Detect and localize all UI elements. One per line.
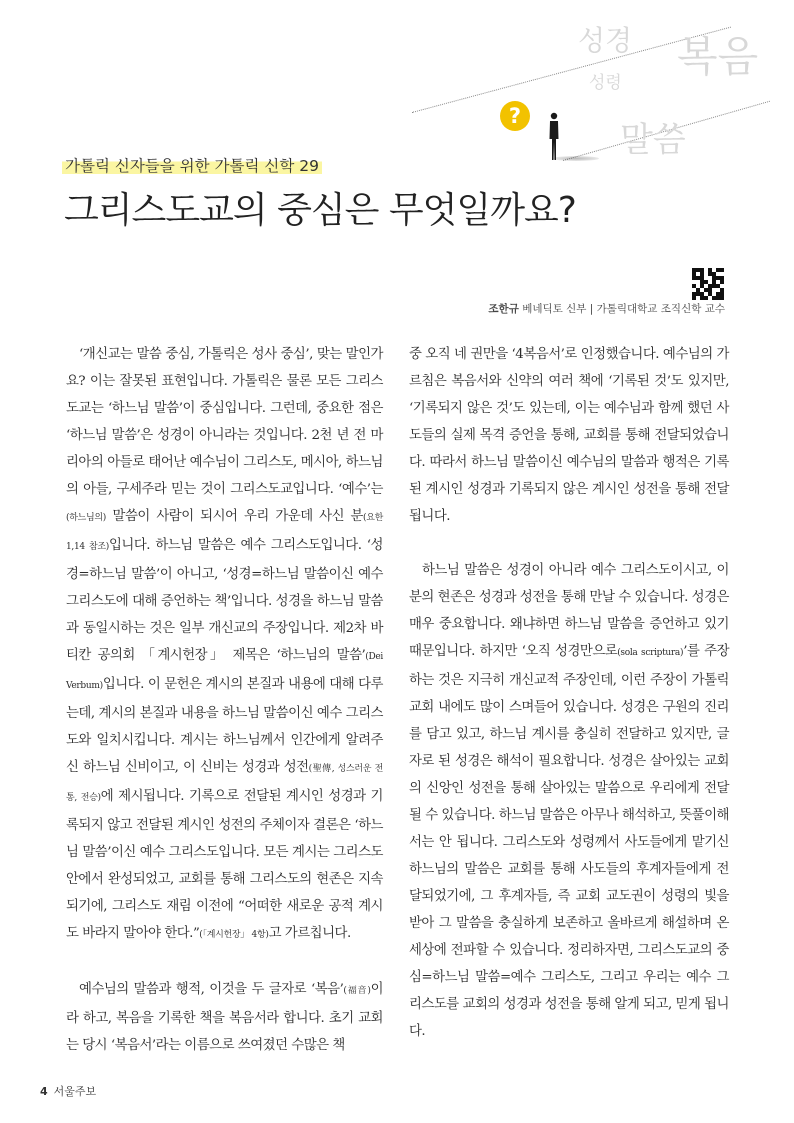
paragraph-text: 중 오직 네 권만을 ‘4복음서’로 인정했습니다. 예수님의 가르침은 복음서와 신약의 여러 책에 ‘기록된 것’도 있지만, ‘기록되지 않은 것’도 있는데, 이는 예수님과 함께 했던 사도들의 실제 목격 증언을 통해, 교회를 통해 전달되었습니다. 따라서 하느님 말씀이신 예수님의 말씀과 행적은 기록된 계시인 성경과 기록되지 않은 계시인 성전을 통해 전달됩니다. (409, 347, 729, 524)
author-name: 조한규 (488, 303, 519, 315)
annotation-note: (「계시헌장」 4항) (199, 930, 269, 940)
author-role: 베네딕토 신부 | 가톨릭대학교 조직신학 교수 (522, 303, 725, 315)
annotation-note: (聖傳, 성스러운 전통, 전승) (66, 764, 383, 803)
article-paragraph (66, 341, 383, 949)
decorative-word: 성경 (578, 24, 633, 57)
paragraph-text: 입니다. 하느님 말씀은 예수 그리스도입니다. ‘성경=하느님 말씀’이 아니고, ‘성경=하느님 말씀이신 예수 그리스도에 대해 증언하는 책’입니다. 성경을 하느님 말씀과 동일시하는 것은 일부 개신교의 주장입니다. 제2차 바티칸 공의회 「계시헌장」 제목은 ‘하느님의 말씀’ (66, 538, 383, 663)
annotation-note: (하느님의) (66, 513, 106, 523)
annotation-note: (Dei Verbum) (66, 652, 383, 691)
person-shadow (553, 156, 599, 161)
paragraph-text: 고 가르칩니다. (268, 926, 351, 941)
paragraph-text: 입니다. 이 문헌은 계시의 본질과 내용에 대해 다루는데, 계시의 본질과 내용을 하느님 말씀이신 예수 그리스도와 일치시킵니다. 계시는 하느님께서 인간에게 알려주신 하느님 신비이고, 이 신비는 성경과 성전 (66, 677, 383, 775)
annotation-note: (요한 1,14 참조) (66, 513, 383, 552)
decorative-word: 성령 (589, 73, 622, 93)
article-column-left (66, 341, 383, 1059)
decorative-word: 복음 (677, 32, 759, 81)
paragraph-text: 이라 하고, 복음을 기록한 책을 복음서라 합니다. 초기 교회는 당시 ‘복음서’라는 이름으로 쓰여졌던 수많은 책 (66, 982, 383, 1053)
article-paragraph (409, 341, 729, 530)
paragraph-text: 에 제시됩니다. 기록으로 전달된 계시인 성경과 기록되지 않고 전달된 계시인 성전의 주체이자 결론은 ‘하느님 말씀’이신 예수 그리스도입니다. 모든 계시는 그리스도 안에서 완성되었고, 교회를 통해 그리스도의 현존은 지속되기에, 그리스도 재림 이전에 “어떠한 새로운 공적 계시도 바라지 말아야 한다.” (66, 789, 383, 941)
article-paragraph (66, 976, 383, 1059)
annotation-note: (sola scriptura) (617, 648, 684, 658)
paragraph-text: ’를 주장하는 것은 지극히 개신교적 주장인데, 이런 주장이 가톨릭교회 내에도 많이 스며들어 있습니다. 성경은 구원의 진리를 담고 있고, 하느님 계시를 충실히 전달하고 있지만, 글자로 된 성경은 해석이 필요합니다. 성경은 살아있는 교회의 신앙인 성전을 통해 살아있는 말씀으로 우리에게 전달될 수 있습니다. 하느님 말씀은 아무나 해석하고, 뜻풀이해서는 안 됩니다. 그리스도와 성령께서 사도들에게 맡기신 하느님의 말씀은 교회를 통해 사도들의 후계자들에게 전달되었기에, 그 후계자들, 즉 교회 교도권이 성령의 빛을 받아 그 말씀을 충실하게 보존하고 올바르게 해설하며 온 세상에 전파할 수 있습니다. 정리하자면, 그리스도교의 중심=하느님 말씀=예수 그리스도, 그리고 우리는 예수 그리스도를 교회의 성경과 성전을 통해 알게 되고, 믿게 됩니다. (409, 644, 730, 1039)
paragraph-text: 말씀이 사람이 되시어 우리 가운데 사신 분 (106, 509, 363, 524)
qr-module (720, 296, 724, 300)
byline (488, 301, 725, 316)
series-label: 가톨릭 신자들을 위한 가톨릭 신학 29 (62, 154, 322, 176)
page-number: 4 (40, 1085, 48, 1098)
standing-person-icon (547, 112, 561, 162)
annotation-note: (福音) (343, 986, 371, 996)
paragraph-text: 하느님 말씀은 성경이 아니라 예수 그리스도이시고, 이분의 현존은 성경과 성전을 통해 만날 수 있습니다. 성경은 매우 중요합니다. 왜냐하면 하느님 말씀을 증언하고 있기 때문입니다. 하지만 ‘오직 성경만으로 (409, 563, 729, 659)
paragraph-text: 예수님의 말씀과 행적, 이것을 두 글자로 ‘복음’ (79, 982, 344, 997)
publication-name: 서울주보 (53, 1085, 97, 1098)
paragraph-text: ‘개신교는 말씀 중심, 가톨릭은 성사 중심’, 맞는 말인가요? 이는 잘못된 표현입니다. 가톨릭은 물론 모든 그리스도교는 ‘하느님 말씀’이 중심입니다. 그런데, 중요한 점은 ‘하느님 말씀’은 성경이 아니라는 것입니다. 2천 년 전 마리아의 아들로 태어난 예수님이 그리스도, 메시아, 하느님의 아들, 구세주라 믿는 것이 그리스도교입니다. ‘예수’는 (66, 347, 383, 497)
decorative-word: 말씀 (620, 120, 686, 160)
page-title: 그리스도교의 중심은 무엇일까요? (64, 190, 576, 231)
article-paragraph (409, 557, 729, 1045)
qr-code-icon[interactable] (692, 268, 724, 300)
article-column-right (409, 341, 729, 1045)
question-bubble-icon: ? (500, 101, 530, 131)
page-footer (40, 1083, 96, 1099)
